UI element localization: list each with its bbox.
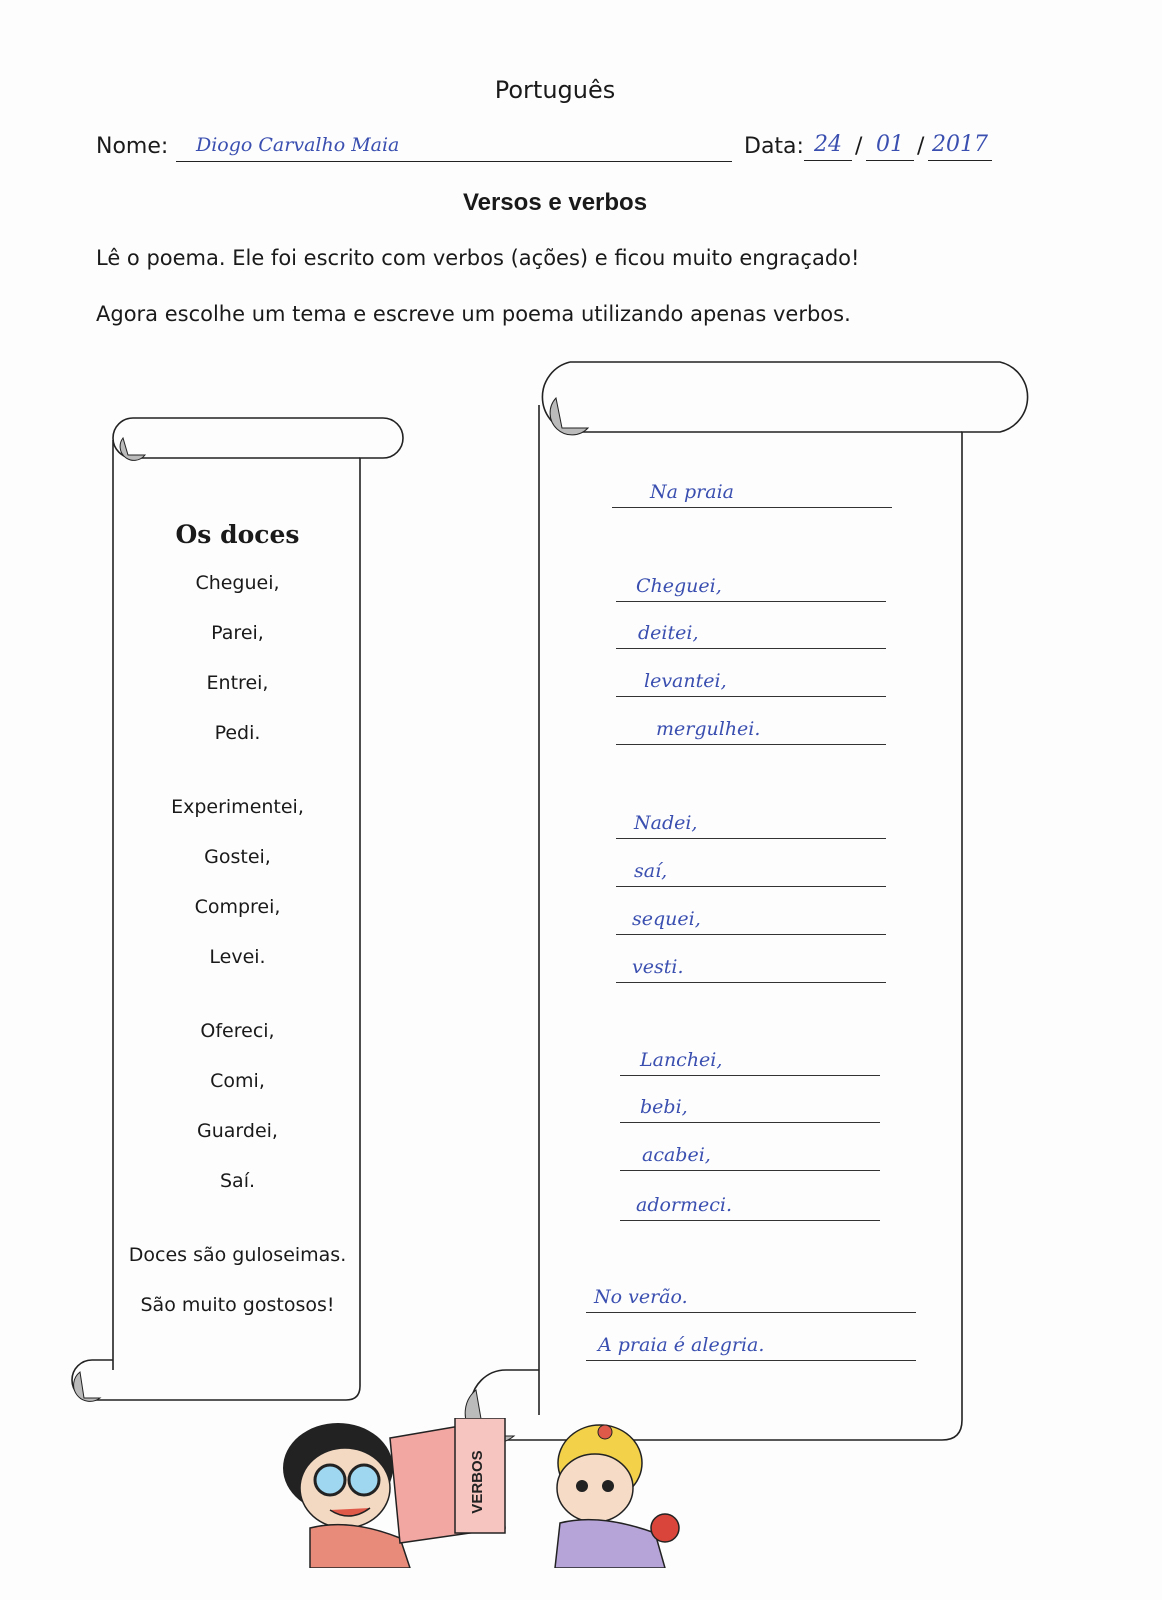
answer-line (612, 507, 892, 508)
answer-line (620, 1170, 880, 1171)
book-label: VERBOS (469, 1450, 486, 1514)
answer-line (620, 1075, 880, 1076)
poem-line: Guardei, (197, 1120, 278, 1142)
answer-line (616, 982, 886, 983)
left-bottom-curl (74, 1372, 100, 1401)
right-scroll-top-roll (542, 362, 962, 432)
answer-title[interactable]: Na praia (650, 481, 734, 503)
girl-face (557, 1454, 633, 1522)
date-month[interactable]: 01 (866, 132, 914, 161)
poem-title: Os doces (175, 520, 300, 549)
answer-text[interactable]: vesti. (632, 956, 684, 978)
date-separator: / (917, 134, 925, 159)
answer-line (586, 1360, 916, 1361)
poem-line: Gostei, (204, 846, 271, 868)
answer-line (616, 648, 886, 649)
answer-line (616, 886, 886, 887)
answer-text[interactable]: bebi, (640, 1096, 688, 1118)
answer-text[interactable]: adormeci. (636, 1194, 733, 1216)
answer-text[interactable]: Nadei, (634, 812, 698, 834)
poem-line: Comprei, (194, 896, 281, 918)
left-top-curl (120, 438, 145, 460)
girl-eye-right (602, 1480, 614, 1492)
boy-shirt (310, 1525, 410, 1568)
instruction-write: Agora escolhe um tema e escreve um poema utilizando apenas verbos. (96, 302, 851, 326)
date-year[interactable]: 2017 (928, 132, 992, 161)
date-separator: / (855, 134, 863, 159)
answer-line (620, 1122, 880, 1123)
girl-bow (598, 1425, 612, 1439)
answer-line (616, 934, 886, 935)
poem-line: Experimentei, (171, 796, 304, 818)
boy-glasses-left (315, 1465, 345, 1495)
answer-text[interactable]: A praia é alegria. (598, 1334, 765, 1356)
worksheet-title: Versos e verbos (462, 189, 648, 216)
date-day[interactable]: 24 (804, 132, 852, 161)
right-top-curl (550, 398, 588, 435)
poem-line: Levei. (209, 946, 266, 968)
poem-line: Cheguei, (195, 572, 280, 594)
name-label: Nome: (96, 134, 169, 159)
poem-line: Saí. (219, 1170, 256, 1192)
answer-text[interactable]: saí, (634, 860, 668, 882)
answer-text[interactable]: sequei, (632, 908, 701, 930)
answer-line (586, 1312, 916, 1313)
left-scroll-top-roll (113, 418, 360, 458)
date-label: Data: (744, 134, 804, 159)
answer-line (620, 1220, 880, 1221)
answer-text[interactable]: mergulhei. (656, 718, 761, 740)
right-scroll-outline (506, 362, 1028, 1440)
answer-line (616, 696, 886, 697)
poem-line: Pedi. (214, 722, 261, 744)
girl-ball (651, 1514, 679, 1542)
girl-eye-left (576, 1480, 588, 1492)
answer-text[interactable]: deitei, (638, 622, 699, 644)
boy-glasses-right (349, 1465, 379, 1495)
poem-line: Entrei, (206, 672, 269, 694)
poem-line: Comi, (210, 1070, 265, 1092)
answer-line (616, 744, 886, 745)
answer-text[interactable]: acabei, (642, 1144, 711, 1166)
name-value[interactable]: Diogo Carvalho Maia (196, 134, 400, 156)
poem-line: Doces são guloseimas. (128, 1244, 347, 1266)
cartoon-illustration (260, 1418, 720, 1568)
answer-line (616, 838, 886, 839)
poem-line: Parei, (211, 622, 264, 644)
subject-title: Português (494, 76, 616, 104)
instruction-read: Lê o poema. Ele foi escrito com verbos (ações) e ficou muito engraçado! (96, 246, 860, 270)
answer-text[interactable]: Lanchei, (640, 1049, 723, 1071)
answer-line (616, 601, 886, 602)
answer-text[interactable]: levantei, (644, 670, 727, 692)
answer-text[interactable]: Cheguei, (636, 575, 722, 597)
answer-text[interactable]: No verão. (594, 1286, 688, 1308)
poem-line: Ofereci, (200, 1020, 275, 1042)
poem-line: São muito gostosos! (140, 1294, 335, 1316)
girl-dress (555, 1520, 665, 1568)
